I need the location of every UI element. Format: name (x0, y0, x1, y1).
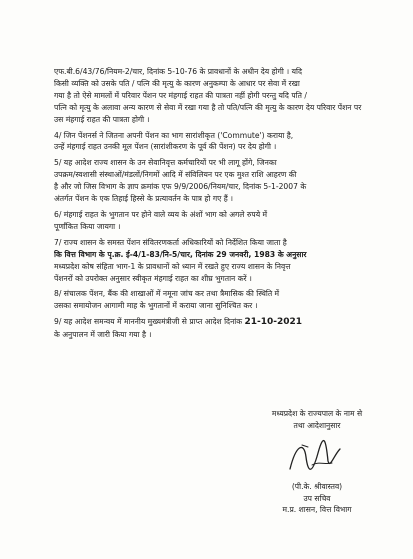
text-line: पेंशनरों को उपरोक्त अनुसार स्वीकृत मंहगाई राहत का शीघ्र भुगतान करें । (54, 273, 252, 283)
text-line: मध्यप्रदेश कोष संहिता भाग-1 के प्रावधानों को ध्यान में रखते हुए राज्य शासन के निवृत्त (54, 261, 291, 271)
text-line: पूर्णांकित किया जायगा । (54, 221, 121, 231)
paragraph-5 (54, 157, 404, 205)
text-line: कि वित्त विभाग के पृ.क्र. ई-4/1-83/नि-5/चार, दिनांक 29 जनवरी, 1983 के अनुसार (54, 249, 307, 259)
text-line: उस मंहगाई राहत की पात्रता होगी । (54, 114, 150, 124)
handwritten-signature (282, 435, 352, 479)
signature-block (232, 408, 402, 516)
paragraph-7 (54, 237, 404, 285)
text-line: उन्हें मंहगाई राहत उनकी मूल पेंशन (सारांशीकरण के पूर्व की पेंशन) पर देय होगी । (54, 142, 277, 152)
text-line: उपक्रम/स्वशासी संस्थाओं/मंडलों/निगमों आदि में संविलियन पर एक मुश्त राशि आहरण की (54, 170, 297, 180)
authority-line: मध्यप्रदेश के राज्यपाल के नाम से (271, 409, 363, 418)
text-line: है और जो जिस विभाग के ज्ञाप क्रमांक एफ 9/9/2006/नियम/चार, दिनांक 5-1-2007 के (54, 182, 307, 192)
text-line: गया है तो ऐसे मामलों में परिवार पेंशन पर मंहगाई राहत की पात्रता नहीं होगी परन्तु यदि पति / (54, 90, 307, 100)
text-line: एफ.बी.6/43/76/नियम-2/चार, दिनांक 5-10-76 के प्रावधानों के अधीन देय होगी । यदि (54, 67, 302, 76)
text-line: के अनुपालन में जारी किया गया है । (54, 330, 152, 340)
text-line: 8/ संचालक पेंशन, बैंक की शाखाओं में नमूना जांच कर तथा त्रैमासिक की स्थिति में (54, 289, 280, 299)
text-line: 4/ जिन पेंशनर्स ने जितना अपनी पेंशन का भाग सारांशीकृत ('Commute') कराया है, (54, 130, 294, 140)
text-line: अंतर्गत पेंशन के एक तिहाई हिस्से के प्रत्यावर्तन के पात्र हो गए हैं । (54, 194, 234, 204)
document-body (54, 66, 404, 341)
signatory-name: (पी.के. श्रीवास्तव) (291, 482, 343, 491)
paragraph-6 (54, 209, 404, 233)
text-line: किसी व्यक्ति को उसके पति / पत्नि की मृत्यु के कारण अनुकम्पा के आधार पर सेवा में रखा (54, 78, 300, 88)
signatory-designation: उप सचिव (303, 493, 331, 503)
signatory-department: म.प्र. शासन, वित्त विभाग (282, 505, 352, 514)
paragraph-4 (54, 130, 404, 154)
text-line: 7/ राज्य शासन के समस्त पेंशन संवितरणकर्ता अधिकारियों को निर्देशित किया जाता है (54, 237, 287, 247)
paragraph-9 (54, 316, 404, 341)
order-date: 21-10-2021 (244, 317, 303, 328)
text-line (54, 316, 404, 329)
authority-line: तथा आदेशानुसार (293, 420, 341, 430)
text-line: उसका समायोजन आगामी माह के भुगतानों में कराया जाना सुनिश्चित कर । (54, 301, 258, 311)
text-line: 5/ यह आदेश राज्य शासन के उन सेवानिवृत्त कर्मचारियों पर भी लागू होंगे, जिनका (54, 158, 277, 168)
paragraph-8 (54, 288, 404, 312)
text-line: 6/ मंहगाई राहत के भुगतान पर होने वाले व्यय के अंशों भाग को अगले रुपये में (54, 209, 268, 219)
order-text: 9/ यह आदेश समन्वय में माननीय मुख्यमंत्रीजी से प्राप्त आदेश दिनांक (54, 317, 245, 327)
text-line: पत्नि को मृत्यु के अलावा अन्य कारण से सेवा में रखा गया है तो पति/पत्नि की मृत्यु के कारण देय परिवार पेंशन पर (54, 102, 362, 112)
